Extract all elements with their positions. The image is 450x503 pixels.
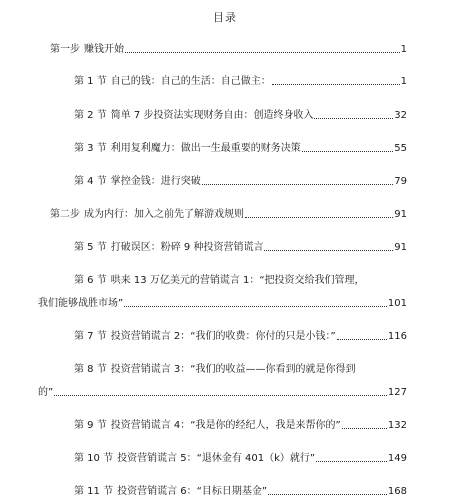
toc-entry-page: 91: [394, 242, 407, 253]
toc-entry-page: 116: [387, 331, 407, 342]
dot-leader: [268, 494, 387, 495]
toc-entry-number: 第 3 节: [74, 143, 107, 154]
toc-entry-number: 第 4 节: [74, 176, 107, 187]
toc-entry-page: 127: [387, 387, 407, 398]
toc-entry-section-1[interactable]: [74, 75, 407, 88]
dot-leader: [316, 461, 387, 462]
toc-entry-number: 第 6 节: [74, 275, 107, 286]
toc-entry-number: 第 10 节: [74, 453, 114, 464]
toc-entry-section-4[interactable]: [74, 175, 407, 188]
dot-leader: [54, 395, 387, 396]
toc-entry-page: 132: [387, 420, 407, 431]
toc-entry-page: 79: [394, 176, 407, 187]
toc-entry-part-2[interactable]: [50, 208, 407, 221]
dot-leader: [202, 184, 394, 185]
toc-entry-title: 自己的钱：自己的生活：自己做主：: [110, 76, 271, 87]
toc-entry-page: 1: [400, 76, 407, 87]
toc-entry-title: 简单 7 步投资法实现财务自由：创造终身收入: [110, 110, 314, 121]
toc-entry-section-8[interactable]: [38, 363, 407, 399]
toc-entry-title: 掌控金钱：进行突破: [110, 176, 201, 187]
dot-leader: [124, 306, 387, 307]
dot-leader: [302, 151, 394, 152]
toc-entry-number: 第 1 节: [74, 76, 107, 87]
toc-entry-page: 32: [394, 110, 407, 121]
toc-entry-title: 打破误区：粉碎 9 种投资营销谎言: [110, 242, 264, 253]
toc-entry-number: 第 5 节: [74, 242, 107, 253]
toc-entry-section-10[interactable]: [74, 452, 407, 465]
toc-entry-section-11[interactable]: [74, 485, 407, 498]
toc-entry-title-line2: 我们能够战胜市场”: [38, 298, 124, 309]
toc-entry-title: 赚钱开始: [84, 44, 124, 55]
toc-entry-section-7[interactable]: [74, 330, 407, 343]
toc-entry-title: 投资营销谎言 6：“目标日期基金”: [117, 486, 267, 497]
toc-entry-section-6[interactable]: [38, 274, 407, 310]
toc-entry-title: 成为内行：加入之前先了解游戏规则: [84, 209, 244, 220]
toc-entry-page: 1: [400, 44, 407, 55]
toc-entry-number: 第 7 节: [74, 331, 107, 342]
toc-entry-section-9[interactable]: [74, 419, 407, 432]
toc-entry-title: 投资营销谎言 2：“我们的收费：你付的只是小钱：”: [110, 331, 336, 342]
toc-entry-part-1[interactable]: [50, 43, 407, 56]
toc-entry-number: 第 11 节: [74, 486, 114, 497]
toc-entry-section-3[interactable]: [74, 142, 407, 155]
toc-entry-page: 55: [394, 143, 407, 154]
toc-entry-title: 投资营销谎言 4：“我是你的经纪人，我是来帮你的”: [110, 420, 341, 431]
dot-leader: [314, 118, 393, 119]
toc-entry-number: 第 9 节: [74, 420, 107, 431]
toc-entry-section-2[interactable]: [74, 109, 407, 122]
toc-title: 目录: [213, 11, 237, 24]
toc-entry-number: 第 8 节: [74, 364, 107, 375]
toc-entry-title-line2: 的”: [38, 387, 54, 398]
dot-leader: [272, 84, 400, 85]
toc-entry-title: 投资营销谎言 5：“退休金有 401（k）就行”: [117, 453, 316, 464]
toc-entry-title: 利用复利魔力：做出一生最重要的财务决策: [110, 143, 301, 154]
dot-leader: [342, 428, 387, 429]
toc-entry-title-line1: 投资营销谎言 3：“我们的收益——你看到的就是你得到: [110, 364, 356, 375]
toc-entry-number: 第 2 节: [74, 110, 107, 121]
dot-leader: [125, 52, 400, 53]
toc-entry-page: 168: [387, 486, 407, 497]
toc-entry-number: 第二步: [50, 209, 80, 220]
dot-leader: [264, 250, 393, 251]
dot-leader: [337, 339, 387, 340]
toc-entry-section-5[interactable]: [74, 241, 407, 254]
toc-entry-title-line1: 哄来 13 万亿美元的营销谎言 1：“把投资交给我们管理，: [110, 275, 365, 286]
toc-entry-page: 149: [387, 453, 407, 464]
toc-entry-number: 第一步: [50, 44, 80, 55]
toc-entry-page: 91: [394, 209, 407, 220]
toc-entry-page: 101: [387, 298, 407, 309]
dot-leader: [245, 217, 393, 218]
